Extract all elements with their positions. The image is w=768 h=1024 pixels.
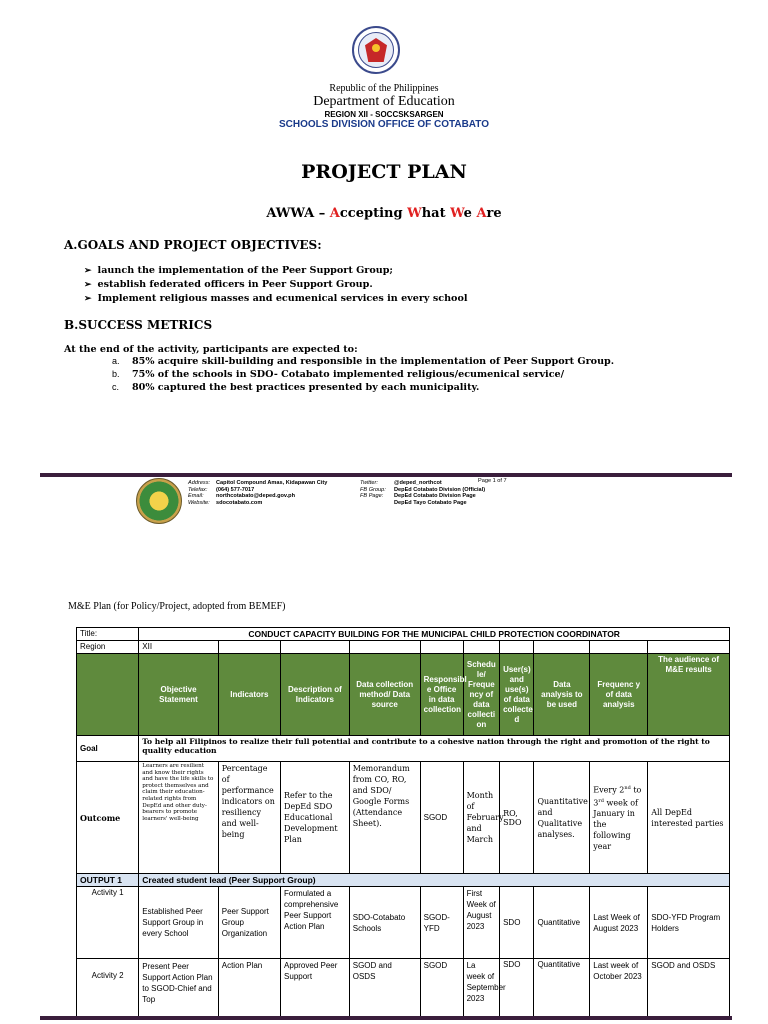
activity-schedule: La week of September 2023 [463,959,500,1019]
output-label: OUTPUT 1 [77,874,139,887]
republic-line: Republic of the Philippines [329,83,439,94]
output-text: Created student lead (Peer Support Group) [139,874,730,887]
metrics-intro: At the end of the activity, participants are expected to: [64,344,358,355]
section-b-heading: B.SUCCESS METRICS [64,318,213,332]
column-header: Responsibl e Office in data collection [420,654,463,736]
activity-office: SGOD-YFD [420,887,463,959]
metric-item: c. 80% captured the best practices presented by each municipality. [112,382,480,393]
column-header: Data analysis to be used [534,654,590,736]
column-header: Data collection method/ Data source [349,654,420,736]
region-line: REGION XII - SOCCSKSARGEN [324,110,444,119]
column-header: Description of Indicators [281,654,350,736]
activity-method: SGOD and OSDS [349,959,420,1019]
metrics-list [112,355,614,394]
outcome-schedule: Month of February and March [463,762,500,874]
activity-description: Formulated a comprehensive Peer Support Action Plan [281,887,350,959]
footer-contact: Address: Capitol Compound Amas, Kidapawan City Telefax: (064) 577-7017 Email: northcotabato@deped.gov.ph Website: sdocotabato.com [188,480,328,506]
activity-description: Approved Peer Support [281,959,350,1019]
mne-caption: M&E Plan (for Policy/Project, adopted from BEMEF) [68,601,286,612]
activity-users: SDO [500,887,534,959]
activity-method: SDO-Cotabato Schools [349,887,420,959]
column-header: User(s) and use(s) of data collecte d [500,654,534,736]
footer-divider [40,1016,732,1020]
activity-schedule: First Week of August 2023 [463,887,500,959]
column-header: Frequenc y of data analysis [590,654,648,736]
goal-text: To help all Filipinos to realize their full potential and contribute to a cohesive nation through the right and promotion of the right to quality education [139,736,730,762]
column-header: Schedu le/ Freque ncy of data collecti on [463,654,500,736]
activity-indicators: Action Plan [218,959,280,1019]
outcome-label: Outcome [77,762,139,874]
activity-frequency: Last Week of August 2023 [590,887,648,959]
activity-audience: SDO-YFD Program Holders [648,887,730,959]
page-title: PROJECT PLAN [301,161,467,183]
outcome-frequency: Every 2nd to 3rd week of January in the following year [590,762,648,874]
metric-item: b. 75% of the schools in SDO- Cotabato implemented religious/ecumenical service/ [112,369,565,380]
outcome-audience: All DepEd interested parties [648,762,730,874]
goal-item: ➢ establish federated officers in Peer Support Group. [84,278,468,292]
activity-frequency: Last week of October 2023 [590,959,648,1019]
metric-item: a. 85% acquire skill-building and responsible in the implementation of Peer Support Group. [112,356,615,367]
outcome-office: SGOD [420,762,463,874]
outcome-description: Refer to the DepEd SDO Educational Development Plan [281,762,350,874]
column-header: Objective Statement [139,654,218,736]
header-blank [77,654,139,736]
section-a-heading: A.GOALS AND PROJECT OBJECTIVES: [64,238,322,252]
activity-label: Activity 1 [77,887,139,959]
activity-objective: Present Peer Support Action Plan to SGOD-Chief and Top [139,959,218,1019]
outcome-objective: Learners are resilient and know their rights and have the life skills to protect themselves and claim their education-related rights from DepEd and other duty-bearers to promote learners' well-being [139,762,218,874]
footer-divider [40,473,732,477]
goal-item: ➢ Implement religious masses and ecumenical services in every school [84,292,468,306]
activity-objective: Established Peer Support Group in every School [139,887,218,959]
mne-title: CONDUCT CAPACITY BUILDING FOR THE MUNICIPAL CHILD PROTECTION COORDINATOR [139,628,730,641]
goal-item: ➢ launch the implementation of the Peer Support Group; [84,264,468,278]
footer-social: Twitter: @deped_northcot FB Group: DepEd Cotabato Division (Official) FB Page: DepEd Cotabato Division Page DepEd Tayo Cotabato Page [360,480,486,506]
title-label: Title: [77,628,139,641]
activity-users: SDO [500,959,534,1019]
outcome-indicators: Percentage of performance indicators on resiliency and well-being [218,762,280,874]
goal-label: Goal [77,736,139,762]
outcome-analysis: Quantitative and Qualitative analyses. [534,762,590,874]
department-name: Department of Education [313,94,455,109]
office-name: SCHOOLS DIVISION OFFICE OF COTABATO [278,119,489,130]
activity-office: SGOD [420,959,463,1019]
project-subtitle: AWWA – Accepting What We Are [266,206,502,221]
division-logo [136,478,182,524]
column-header: Indicators [218,654,280,736]
outcome-method: Memorandum from CO, RO, and SDO/ Google Forms (Attendance Sheet). [349,762,420,874]
page-number: Page 1 of 7 [478,478,507,484]
activity-analysis: Quantitative [534,887,590,959]
column-header: The audience of M&E results [648,654,730,736]
activity-audience: SGOD and OSDS [648,959,730,1019]
activity-label: Activity 2 [77,959,139,1019]
activity-indicators: Peer Support Group Organization [218,887,280,959]
goals-list [84,264,468,306]
region-label: Region [77,641,139,654]
region-value: XII [139,641,218,654]
mne-plan-table [76,627,730,1019]
outcome-users: RO, SDO [500,762,534,874]
activity-analysis: Quantitative [534,959,590,1019]
deped-seal-logo [352,26,400,74]
